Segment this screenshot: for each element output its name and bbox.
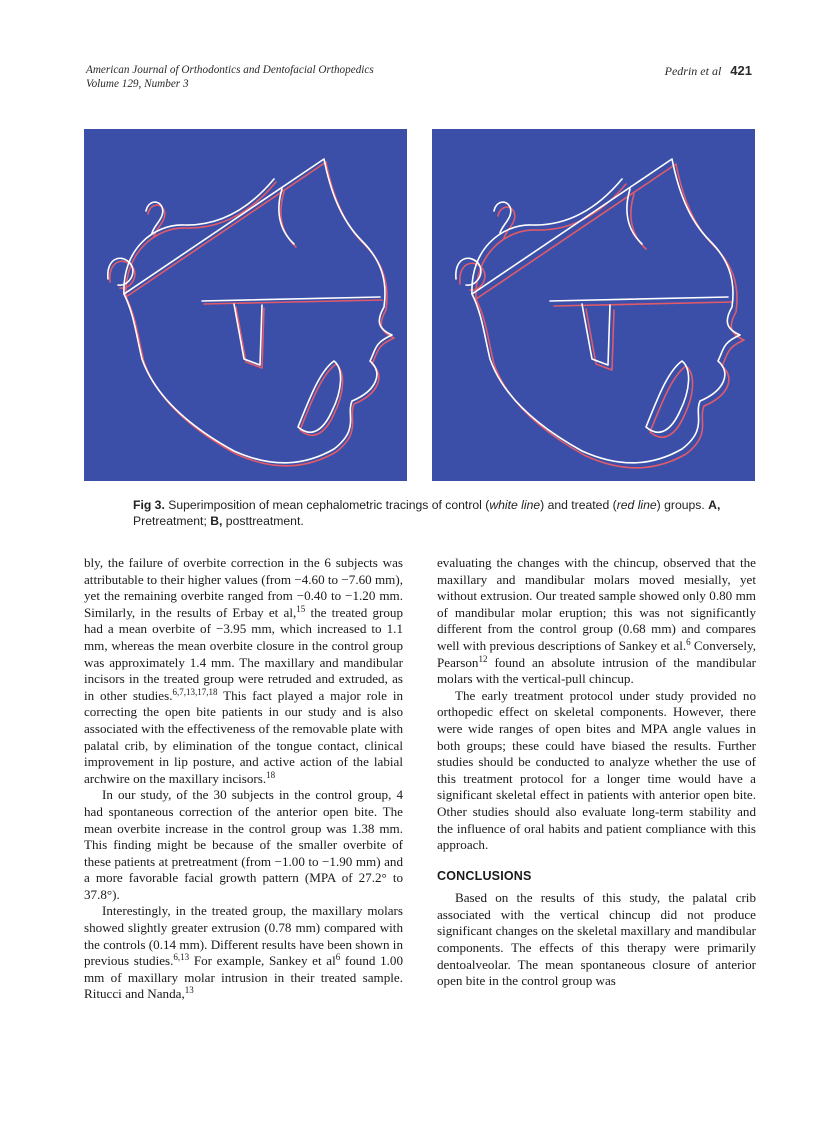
citation: 6 <box>335 952 341 963</box>
cephalometric-tracing-pretreatment <box>84 129 407 481</box>
caption-text: ) groups. <box>656 498 709 512</box>
journal-volume: Volume 129, Number 3 <box>86 77 189 90</box>
paragraph: The early treatment protocol under study provided no orthopedic effect on skeletal components. However, there were wide ranges of open bites and MPA angle values in both groups; these could have biased the results. Further studies should be conducted to analyze whether the use of this treatment protocol for a longer time would have a significant skeletal effect in patients with anterior open bite. Other studies should also evaluate long-term stability and the influence of oral habits and patient compliance with this approach. <box>437 687 756 853</box>
caption-text: Pretreatment; <box>133 514 211 528</box>
paragraph: Based on the results of this study, the palatal crib associated with the vertical chincup did not produce significant changes on the skeletal maxillary and mandibular components. The effects of this therapy were primarily dentoalveolar. The mean spontaneous closure of anterior open bite in the control group was <box>437 890 756 989</box>
caption-panel-a-label: A, <box>708 498 721 512</box>
caption-text: Superimposition of mean cephalometric tracings of control ( <box>164 498 490 512</box>
section-heading-conclusions: CONCLUSIONS <box>437 868 532 883</box>
figure-panel-a <box>84 129 407 481</box>
text-run: Interestingly, in the treated group, the maxillary molars showed slightly greater extrusion (0.78 mm) compared with the controls (0.14 mm). Different results have been shown in previous studies. <box>84 903 403 969</box>
cephalometric-tracing-posttreatment <box>432 129 755 481</box>
citation: 6 <box>686 636 691 647</box>
text-run: the treated group had a mean overbite of −3.95 mm, which increased to 1.1 mm, whereas the mean overbite closure in the control group was approximately 1.4 mm. The maxillary and mandibular incisors in the treated group were retruded and extruded, as in other studies. <box>84 604 403 703</box>
paragraph: In our study, of the 30 subjects in the control group, 4 had spontaneous correction of the anterior open bite. The mean overbite increase in the control group was 1.38 mm. This finding might be because of the smaller overbite of these patients at pretreatment (from −1.00 to −1.90 mm) and a more favorable facial growth pattern (MPA of 27.2° to 37.8°). <box>84 787 403 902</box>
text-run: bly, the failure of overbite correction in the 6 subjects was attributable to their higher values (from −4.60 to −7.60 mm), yet the remaining overbite ranged from −0.40 to −1.20 mm. Similarly, in the results of Erbay et al, <box>84 555 403 620</box>
figure-caption <box>133 497 733 529</box>
text-column-left <box>84 555 403 1003</box>
running-header-journal <box>86 64 374 91</box>
citation: 18 <box>266 769 276 780</box>
journal-title: American Journal of Orthodontics and Dentofacial Orthopedics <box>86 64 374 76</box>
citation: 13 <box>184 985 194 996</box>
text-run: Conversely, Pearson <box>437 637 756 670</box>
caption-panel-b-label: B, <box>210 514 223 528</box>
text-run: evaluating the changes with the chincup, observed that the maxillary and mandibular molars moved mesially, yet without extrusion. Our treated sample showed only 0.80 mm of mandibular molar eruption; this was not significantly different from the control group (0.68 mm) and compares well with previous descriptions of Sankey et al. <box>437 555 756 653</box>
text-run: For example, Sankey et al <box>189 953 336 969</box>
figure-label: Fig 3. <box>133 498 165 512</box>
caption-text: posttreatment. <box>222 514 304 528</box>
caption-control-term: white line <box>489 498 541 512</box>
text-run: found 1.00 mm of maxillary molar intrusion in their treated sample. Ritucci and Nanda, <box>84 953 403 1002</box>
text-run: found an absolute intrusion of the mandibular molars with the vertical-pull chincup. <box>437 654 756 687</box>
caption-treated-term: red line <box>616 498 657 512</box>
text-column-right <box>437 555 756 990</box>
text-run: This fact played a major role in correcting the open bite patients in our study and is also associated with the effectiveness of the removable plate with palatal crib, by elimination of the tongue contact, clinical improvement in lip posture, and active action of the labial archwire on the maxillary incisors. <box>84 687 403 786</box>
citation: 6,13 <box>173 952 190 963</box>
citation: 12 <box>478 653 488 664</box>
paragraph <box>84 903 403 1003</box>
running-authors: Pedrin et al <box>664 64 722 78</box>
caption-text: ) and treated ( <box>540 498 617 512</box>
running-header-right <box>665 63 752 79</box>
paragraph <box>84 555 403 787</box>
citation: 15 <box>296 603 306 614</box>
paragraph <box>437 555 756 688</box>
figure-panel-b <box>432 129 755 481</box>
citation: 6,7,13,17,18 <box>172 686 218 697</box>
page-number: 421 <box>730 63 752 78</box>
